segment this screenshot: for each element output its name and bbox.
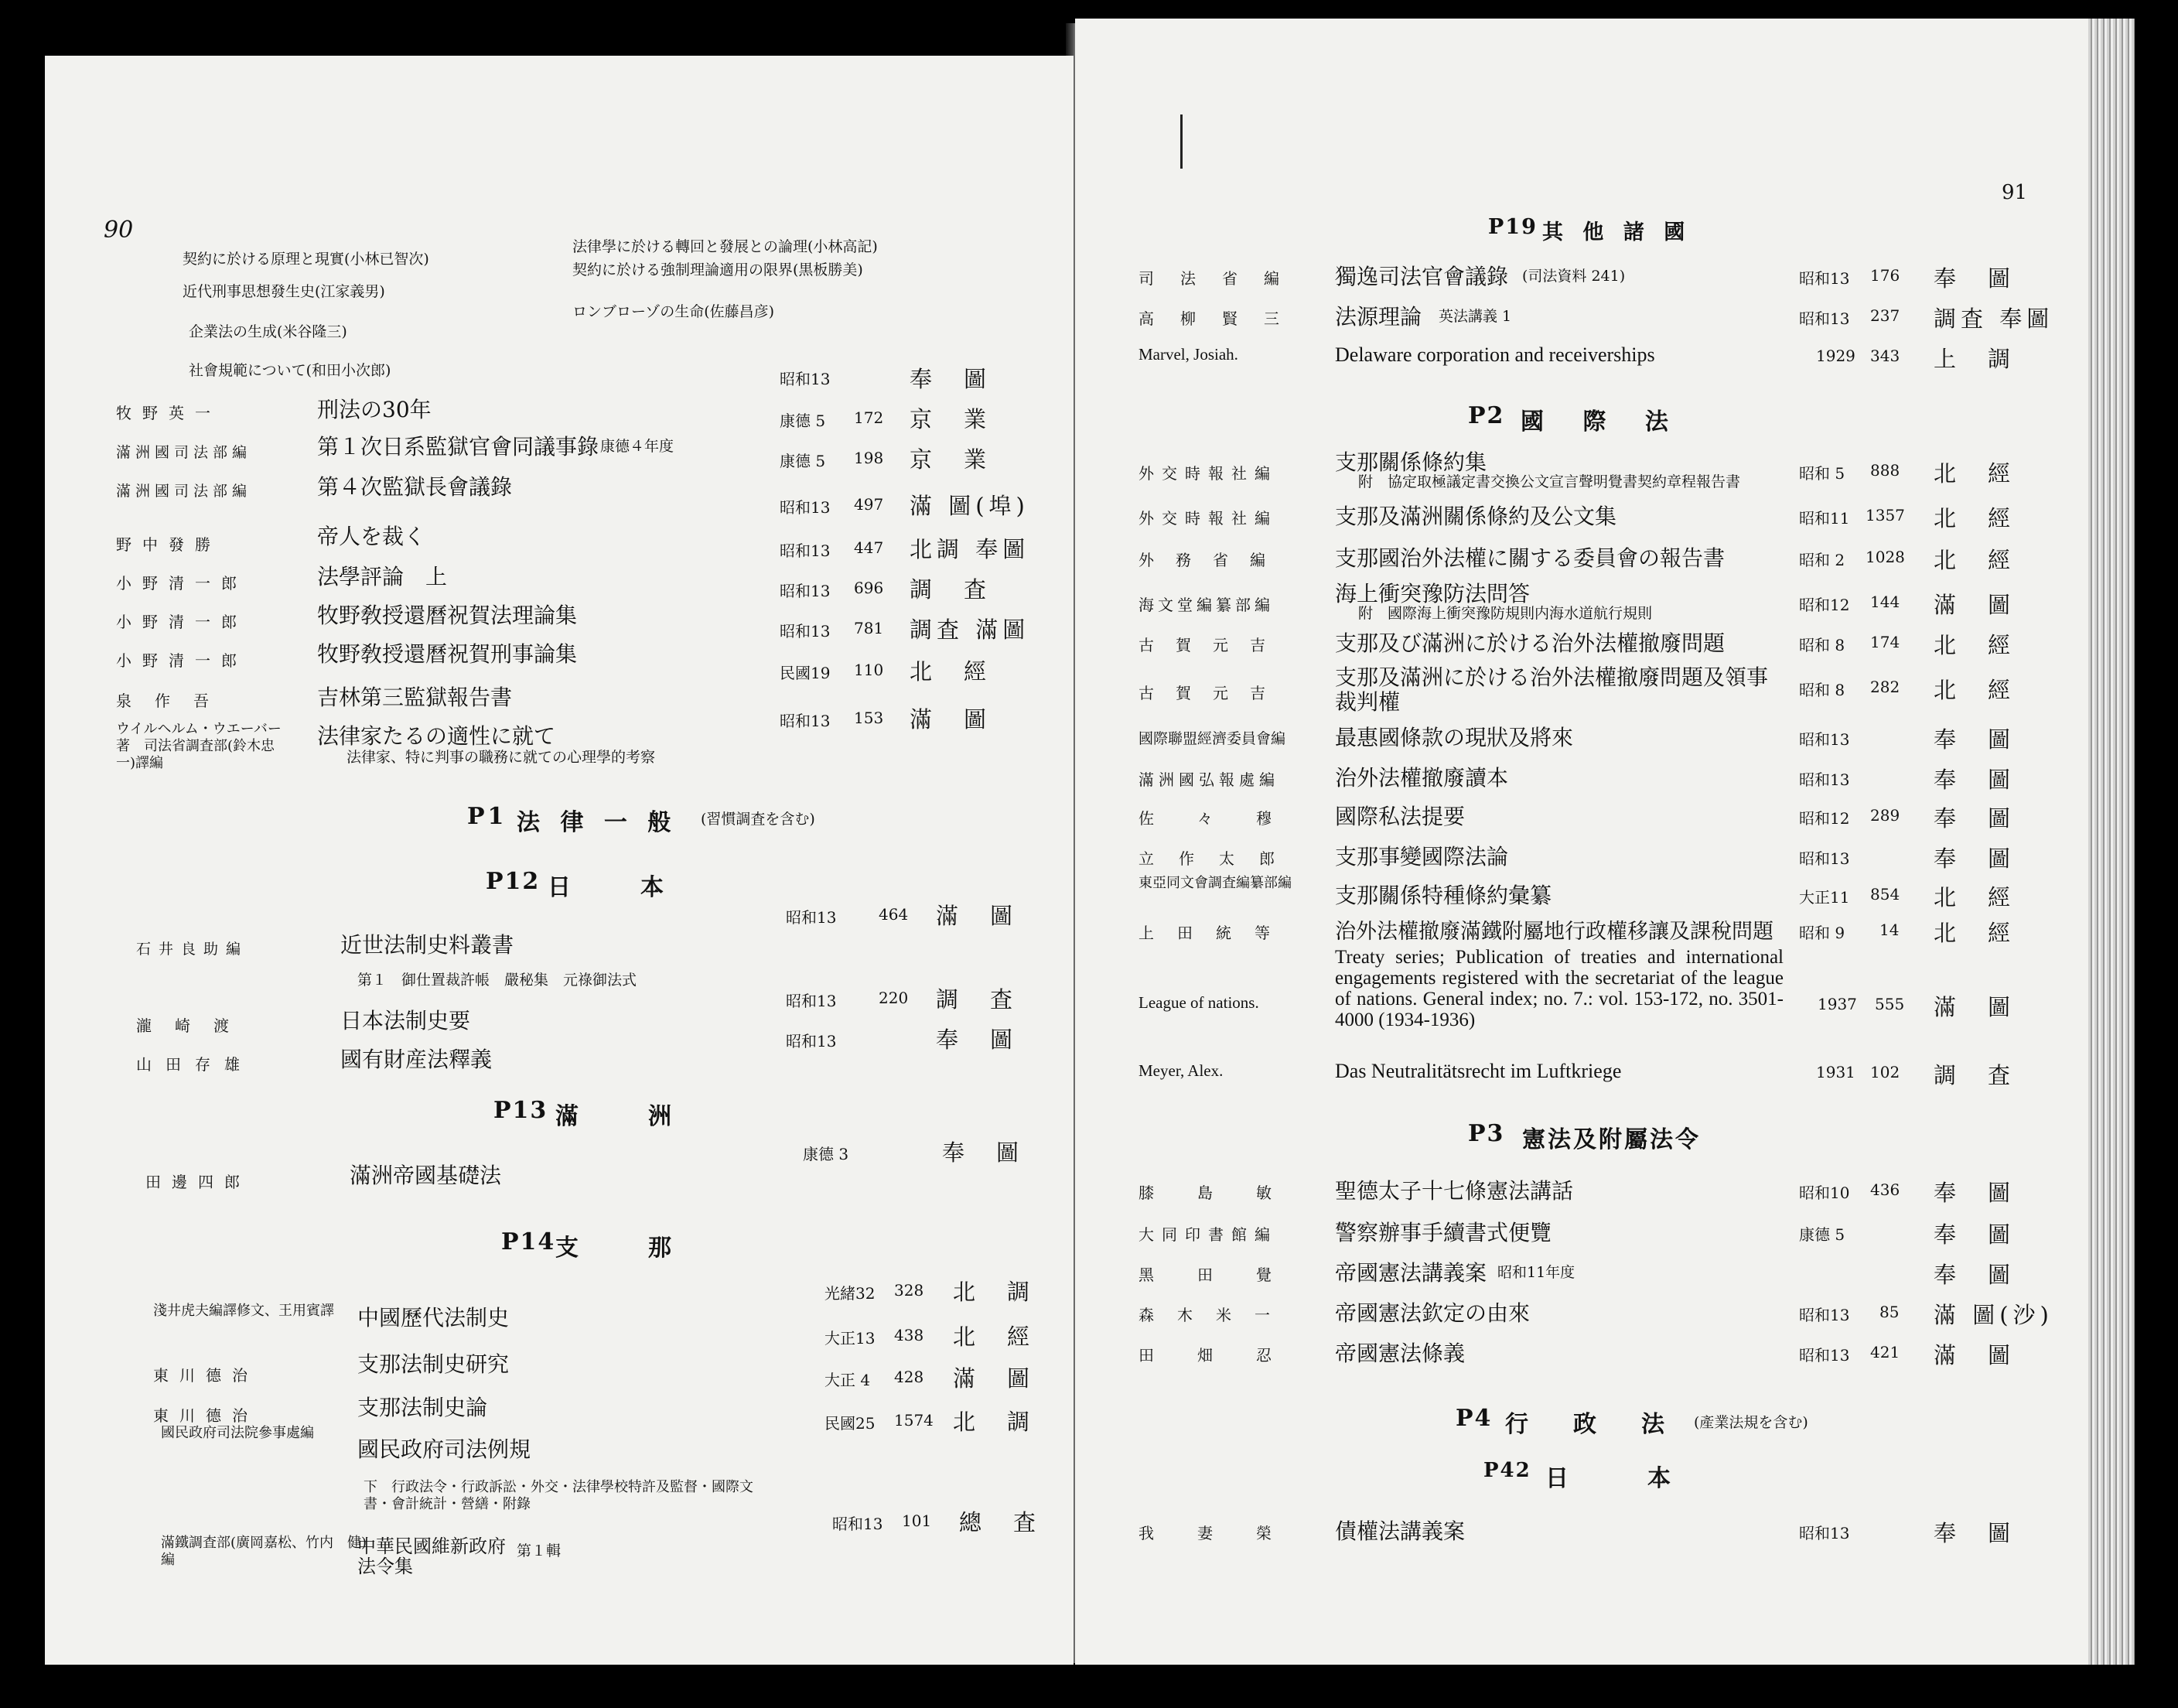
author: 滿洲國弘報處編 bbox=[1138, 770, 1279, 789]
date: 昭和13 bbox=[786, 908, 837, 927]
title: 吉林第三監獄報告書 bbox=[317, 685, 513, 710]
section-code: P14 bbox=[501, 1228, 556, 1255]
intro-line: 近代刑事思想發生史(江家義男) bbox=[183, 283, 385, 300]
location-code: 調査 滿圖 bbox=[910, 617, 1030, 643]
author: 黑田覺 bbox=[1138, 1266, 1315, 1284]
location-code: 奉 圖 bbox=[1934, 845, 2016, 872]
title: 國民政府司法例規 bbox=[357, 1436, 531, 1462]
title: Treaty series; Publication of treaties and international engagements registered with the secretariat of the league of nations. General index; no. 7.: vol. 153-172, no. 3501-4000 (1934-1936) bbox=[1335, 947, 1784, 1030]
location-code: 奉 圖 bbox=[942, 1139, 1024, 1166]
title: 支那及滿洲に於ける治外法權撤廢問題及領事裁判權 bbox=[1335, 664, 1769, 715]
pages: 101 bbox=[902, 1512, 932, 1530]
date: 昭和 9 bbox=[1799, 924, 1845, 942]
section-heading: 日 本 bbox=[548, 874, 671, 901]
date: 昭和13 bbox=[780, 541, 831, 560]
location-code: 奉 圖 bbox=[1934, 726, 2016, 753]
author: 古賀元吉 bbox=[1138, 636, 1287, 654]
location-code: 滿 圖 bbox=[910, 706, 992, 733]
date: 昭和13 bbox=[780, 622, 831, 640]
title: 支那關係特種條約彙纂 bbox=[1335, 883, 1552, 908]
intro-line: 契約に於ける原理と現實(小林已智次) bbox=[183, 251, 429, 268]
intro-line: 契約に於ける強制理論適用の限界(黒板勝美) bbox=[572, 261, 863, 278]
page-edge bbox=[2088, 19, 2135, 1665]
author: 滿洲國司法部編 bbox=[116, 444, 252, 461]
date: 昭和13 bbox=[780, 498, 831, 517]
location-code: 京 業 bbox=[910, 446, 992, 473]
date: 昭和13 bbox=[1799, 730, 1850, 749]
pages: 85 bbox=[1879, 1303, 1900, 1321]
location-code: 奉 圖 bbox=[1934, 805, 2016, 832]
location-code: 奉 圖 bbox=[1934, 1180, 2016, 1206]
date: 昭和13 bbox=[1799, 309, 1850, 328]
intro-line: 企業法の生成(米谷隆三) bbox=[189, 323, 347, 340]
title: 帝國憲法欽定の由來 bbox=[1335, 1300, 1531, 1326]
author: 外務省編 bbox=[1138, 551, 1287, 569]
date: 康德 3 bbox=[803, 1145, 849, 1163]
date: 昭和10 bbox=[1799, 1184, 1850, 1202]
title: 帝國憲法條義 bbox=[1335, 1341, 1466, 1366]
author: 司法省編 bbox=[1138, 269, 1306, 288]
title: 支那國治外法權に關する委員會の報告書 bbox=[1335, 545, 1726, 571]
date: 民國25 bbox=[824, 1414, 876, 1433]
pages: 198 bbox=[854, 449, 884, 467]
date: 昭和 2 bbox=[1799, 551, 1845, 569]
pages: 854 bbox=[1870, 885, 1900, 904]
date: 昭和13 bbox=[780, 712, 831, 730]
date: 昭和13 bbox=[780, 582, 831, 600]
location-code: 奉 圖 bbox=[936, 1027, 1018, 1053]
pages: 282 bbox=[1870, 678, 1900, 696]
pages: 555 bbox=[1875, 995, 1905, 1013]
pages: 888 bbox=[1870, 461, 1900, 480]
author: 我妻榮 bbox=[1138, 1524, 1315, 1542]
title: 近世法制史料叢書 bbox=[340, 932, 514, 958]
pages: 781 bbox=[854, 619, 884, 637]
author: 大同印書館編 bbox=[1138, 1225, 1278, 1244]
author: 佐々穆 bbox=[1138, 809, 1315, 828]
location-code: 北 經 bbox=[1934, 547, 2016, 573]
date: 大正 4 bbox=[824, 1371, 871, 1389]
date: 1929 bbox=[1816, 347, 1855, 365]
intro-line: 法律學に於ける轉回と發展との論理(小林高記) bbox=[572, 238, 878, 255]
author: 海文堂編纂部編 bbox=[1138, 596, 1274, 614]
author: 小野清一郎 bbox=[116, 574, 248, 593]
date: 昭和13 bbox=[786, 992, 837, 1010]
location-code: 總 査 bbox=[959, 1509, 1041, 1535]
pages: 102 bbox=[1870, 1063, 1900, 1081]
title: 支那及滿洲關係條約及公文集 bbox=[1335, 504, 1617, 529]
pages: 328 bbox=[894, 1281, 924, 1300]
title: 法源理論 bbox=[1335, 304, 1422, 330]
author: 野中發勝 bbox=[116, 535, 221, 554]
subtitle: 第１ 御仕置裁許帳 嚴秘集 元祿御法式 bbox=[357, 972, 637, 989]
location-code: 北 調 bbox=[953, 1279, 1035, 1305]
pages: 220 bbox=[879, 989, 909, 1007]
pages: 438 bbox=[894, 1326, 924, 1344]
title: 第４次監獄長會議錄 bbox=[317, 474, 513, 500]
section-heading: 國 際 法 bbox=[1521, 408, 1684, 436]
author: 外交時報社編 bbox=[1138, 509, 1278, 528]
author: 滿洲國司法部編 bbox=[116, 483, 252, 500]
subtitle: 附 協定取極議定書交換公文宣言聲明覺書契約章程報告書 bbox=[1358, 473, 1741, 490]
title: 中國歷代法制史 bbox=[357, 1305, 510, 1331]
title: 海上衝突豫防法問答 bbox=[1335, 581, 1531, 606]
mark-line bbox=[1180, 114, 1183, 169]
date: 昭和13 bbox=[786, 1032, 837, 1050]
date: 民國19 bbox=[780, 664, 831, 682]
title: 中華民國維新政府法令集 bbox=[357, 1535, 506, 1577]
date: 光緒32 bbox=[824, 1284, 876, 1303]
date: 1937 bbox=[1818, 995, 1857, 1013]
pages: 289 bbox=[1870, 806, 1900, 825]
title: 國際私法提要 bbox=[1335, 804, 1466, 829]
author: 上田統等 bbox=[1138, 924, 1293, 942]
location-code: 奉 圖 bbox=[1934, 1262, 2016, 1288]
section-code: P4 bbox=[1456, 1405, 1493, 1432]
section-code: P2 bbox=[1468, 402, 1505, 429]
location-code: 北 經 bbox=[953, 1324, 1035, 1350]
pages: 447 bbox=[854, 538, 884, 557]
note: 康德４年度 bbox=[600, 438, 674, 455]
pages: 176 bbox=[1870, 266, 1900, 285]
location-code: 京 業 bbox=[910, 406, 992, 432]
title: 支那法制史論 bbox=[357, 1395, 488, 1420]
pages: 110 bbox=[854, 661, 884, 679]
author: 國民政府司法院參事處編 bbox=[161, 1425, 314, 1441]
author: 小野清一郎 bbox=[116, 613, 248, 631]
date: 大正11 bbox=[1799, 888, 1850, 907]
left-page bbox=[45, 56, 1074, 1665]
location-code: 奉 圖 bbox=[1934, 767, 2016, 793]
title: 治外法權撤廢讀本 bbox=[1335, 765, 1509, 791]
title: 帝人を裁く bbox=[317, 524, 426, 549]
pages: 428 bbox=[894, 1368, 924, 1386]
note: 昭和11年度 bbox=[1497, 1264, 1575, 1281]
title: 治外法權撤廢滿鐵附屬地行政權移讓及課稅問題 bbox=[1335, 920, 1773, 944]
date: 康德 5 bbox=[1799, 1225, 1845, 1244]
section-heading: 日 本 bbox=[1545, 1465, 1681, 1492]
author: 牧野英一 bbox=[116, 404, 221, 422]
pages: 464 bbox=[879, 905, 909, 924]
title: 支那關係條約集 bbox=[1335, 449, 1487, 475]
date: 昭和13 bbox=[1799, 1306, 1850, 1324]
author: 古賀元吉 bbox=[1138, 684, 1287, 702]
page-number: 90 bbox=[104, 217, 134, 244]
pages: 174 bbox=[1870, 633, 1900, 651]
author: 瀧崎渡 bbox=[136, 1016, 252, 1035]
date: 昭和13 bbox=[780, 370, 831, 388]
date: 昭和 8 bbox=[1799, 636, 1845, 654]
title: 牧野敎授還曆祝賀法理論集 bbox=[317, 603, 578, 628]
location-code: 調 査 bbox=[936, 986, 1018, 1013]
title: 刑法の30年 bbox=[317, 397, 432, 422]
title: 牧野敎授還曆祝賀刑事論集 bbox=[317, 641, 578, 667]
author: 國際聯盟經濟委員會編 bbox=[1138, 730, 1286, 747]
author: 田畑忍 bbox=[1138, 1346, 1315, 1365]
title: 支那法制史研究 bbox=[357, 1351, 510, 1377]
date: 昭和11 bbox=[1799, 509, 1850, 528]
author: 高柳賢三 bbox=[1138, 309, 1306, 328]
note: (司法資料 241) bbox=[1522, 268, 1626, 285]
author: 膝島敏 bbox=[1138, 1184, 1315, 1202]
pages: 14 bbox=[1879, 921, 1900, 939]
title: Delaware corporation and receiverships bbox=[1335, 343, 1655, 366]
note: 英法講義 1 bbox=[1439, 308, 1512, 325]
section-heading: 行 政 法 bbox=[1505, 1411, 1675, 1438]
section-code: P42 bbox=[1483, 1459, 1531, 1482]
author: 立作太郎 bbox=[1138, 849, 1299, 868]
pages: 237 bbox=[1870, 306, 1900, 325]
author: 滿鐵調査部(廣岡嘉松、竹内 健)編 bbox=[161, 1535, 367, 1568]
pages: 153 bbox=[854, 709, 884, 727]
title: 日本法制史要 bbox=[340, 1008, 471, 1033]
location-code: 滿 圖 bbox=[936, 903, 1018, 929]
author: 東川德治 bbox=[153, 1366, 258, 1385]
title: 警察辦事手續書式便覽 bbox=[1335, 1220, 1552, 1245]
author: 小野清一郎 bbox=[116, 651, 248, 670]
date: 昭和 5 bbox=[1799, 464, 1845, 483]
section-note: (產業法規を含む) bbox=[1694, 1414, 1808, 1431]
author: 田邊四郎 bbox=[145, 1173, 251, 1191]
location-code: 滿 圖 bbox=[1934, 994, 2016, 1020]
date: 昭和13 bbox=[832, 1515, 883, 1533]
location-code: 北 經 bbox=[1934, 632, 2016, 658]
location-code: 滿 圖(沙) bbox=[1934, 1302, 2053, 1328]
subtitle: 下 行政法令・行政訴訟・外交・法律學校特許及監督・國際文書・會計統計・營繕・附錄 bbox=[364, 1479, 753, 1512]
section-heading: 滿 洲 bbox=[555, 1103, 679, 1130]
pages: 696 bbox=[854, 579, 884, 597]
title: 帝國憲法講義案 bbox=[1335, 1260, 1487, 1286]
location-code: 調 査 bbox=[1934, 1062, 2016, 1088]
title: 聖德太子十七條憲法講話 bbox=[1335, 1178, 1574, 1204]
title: 支那事變國際法論 bbox=[1335, 844, 1509, 869]
section-heading: 支 那 bbox=[555, 1235, 679, 1262]
location-code: 北調 奉圖 bbox=[910, 536, 1030, 562]
section-code: P13 bbox=[493, 1097, 548, 1124]
location-code: 調査 奉圖 bbox=[1934, 306, 2054, 332]
pages: 497 bbox=[854, 495, 884, 514]
author: 森木米一 bbox=[1138, 1306, 1293, 1324]
page-number: 91 bbox=[2002, 181, 2028, 204]
title: Das Neutralitätsrecht im Luftkriege bbox=[1335, 1060, 1622, 1082]
location-code: 奉 圖 bbox=[1934, 1520, 2016, 1546]
location-code: 滿 圖 bbox=[1934, 1342, 2016, 1368]
location-code: 奉 圖 bbox=[910, 366, 992, 392]
pages: 144 bbox=[1870, 593, 1900, 611]
date: 昭和13 bbox=[1799, 269, 1850, 288]
date: 康德 5 bbox=[780, 412, 826, 430]
location-code: 北 經 bbox=[1934, 505, 2016, 531]
author: 淺井虎夫編譯修文、王用賓譯 bbox=[153, 1303, 334, 1319]
author: 泉作吾 bbox=[116, 692, 232, 710]
location-code: 北 調 bbox=[953, 1409, 1035, 1435]
author: 東亞同文會調査編纂部編 bbox=[1138, 875, 1292, 891]
title: 法律家たるの適性に就て bbox=[317, 723, 556, 749]
section-code: P19 bbox=[1488, 215, 1538, 239]
section-heading: 法 律 一 般 bbox=[517, 809, 678, 836]
location-code: 奉 圖 bbox=[1934, 1221, 2016, 1248]
location-code: 上 調 bbox=[1934, 346, 2016, 372]
subtitle: 附 國際海上衝突豫防規則内海水道航行規則 bbox=[1358, 605, 1653, 622]
title: 第１次日系監獄官會同議事錄 bbox=[317, 434, 599, 459]
date: 昭和13 bbox=[1799, 849, 1850, 868]
title: 國有財産法釋義 bbox=[340, 1047, 493, 1072]
pages: 1574 bbox=[894, 1411, 934, 1430]
author: 外交時報社編 bbox=[1138, 464, 1278, 483]
intro-line: 社會規範について(和田小次郎) bbox=[189, 362, 391, 379]
title: 獨逸司法官會議錄 bbox=[1335, 264, 1509, 289]
intro-line: ロンブローゾの生命(佐藤昌彦) bbox=[572, 303, 775, 320]
section-code: P3 bbox=[1468, 1120, 1505, 1147]
section-code: P12 bbox=[486, 868, 541, 895]
date: 1931 bbox=[1816, 1063, 1855, 1081]
location-code: 奉 圖 bbox=[1934, 265, 2016, 292]
date: 昭和13 bbox=[1799, 1346, 1850, 1365]
location-code: 滿 圖(埠) bbox=[910, 493, 1029, 519]
date: 大正13 bbox=[824, 1329, 876, 1348]
date: 康德 5 bbox=[780, 452, 826, 470]
location-code: 北 經 bbox=[1934, 677, 2016, 703]
pages: 1357 bbox=[1866, 506, 1905, 524]
section-note: (習慣調査を含む) bbox=[701, 811, 815, 828]
location-code: 北 經 bbox=[910, 658, 992, 685]
title: 最惠國條款の現狀及將來 bbox=[1335, 725, 1574, 750]
pages: 172 bbox=[854, 408, 884, 427]
note: 第１輯 bbox=[517, 1542, 562, 1559]
location-code: 調 査 bbox=[910, 576, 992, 603]
location-code: 北 經 bbox=[1934, 920, 2016, 946]
title: 支那及び滿洲に於ける治外法權撤廢問題 bbox=[1335, 630, 1726, 656]
pages: 436 bbox=[1870, 1180, 1900, 1199]
date: 昭和 8 bbox=[1799, 681, 1845, 699]
author: 山田存雄 bbox=[136, 1055, 254, 1074]
date: 昭和13 bbox=[1799, 1524, 1850, 1542]
author: Meyer, Alex. bbox=[1138, 1061, 1224, 1080]
title: 滿洲帝國基礎法 bbox=[350, 1163, 502, 1188]
date: 昭和12 bbox=[1799, 596, 1850, 614]
date: 昭和12 bbox=[1799, 809, 1850, 828]
pages: 1028 bbox=[1866, 548, 1905, 566]
pages: 343 bbox=[1870, 347, 1900, 365]
author: ウイルヘルム・ウエーバー著 司法省調査部(鈴木忠一)譯編 bbox=[116, 721, 282, 771]
title: 法學評論 上 bbox=[317, 564, 448, 589]
author: 東川德治 bbox=[153, 1406, 258, 1425]
section-code: P1 bbox=[467, 803, 507, 830]
location-code: 北 經 bbox=[1934, 460, 2016, 487]
author: Marvel, Josiah. bbox=[1138, 345, 1238, 364]
location-code: 滿 圖 bbox=[953, 1365, 1035, 1392]
location-code: 滿 圖 bbox=[1934, 592, 2016, 618]
author: League of nations. bbox=[1138, 993, 1259, 1012]
section-heading: 憲法及附屬法令 bbox=[1522, 1126, 1701, 1153]
date: 昭和13 bbox=[1799, 770, 1850, 789]
subtitle: 法律家、特に判事の職務に就ての心理學的考察 bbox=[346, 749, 656, 766]
right-page bbox=[1075, 19, 2135, 1665]
author: 石井良助編 bbox=[136, 941, 249, 958]
title: 債權法講義案 bbox=[1335, 1518, 1466, 1544]
pages: 421 bbox=[1870, 1343, 1900, 1361]
location-code: 北 經 bbox=[1934, 884, 2016, 910]
section-heading: 其 他 諸 國 bbox=[1542, 220, 1692, 244]
